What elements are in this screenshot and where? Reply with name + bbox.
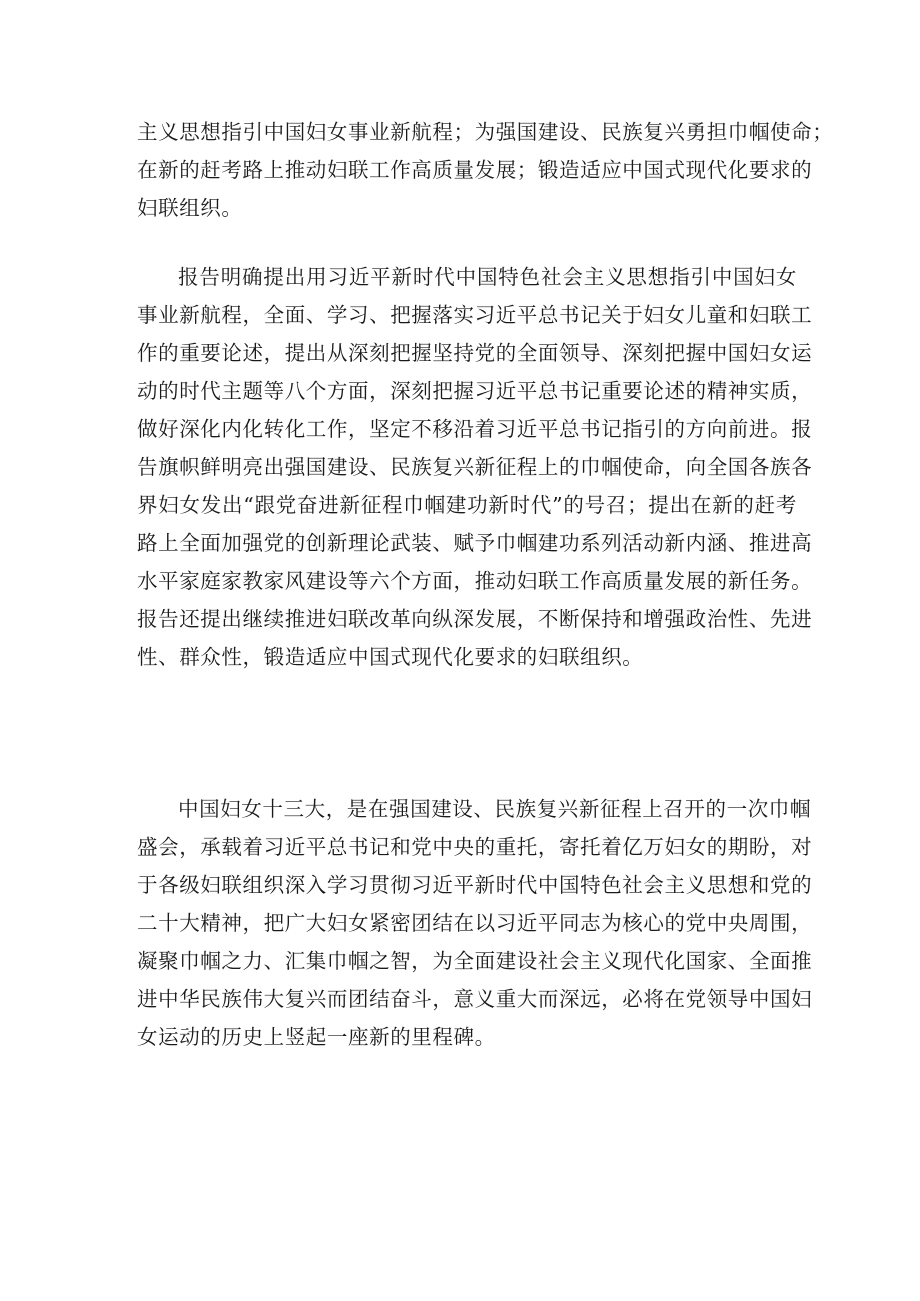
- paragraph-1: [137, 113, 834, 227]
- paragraph-line: 凝聚巾帼之力、汇集巾帼之智，为全面建设社会主义现代化国家、全面推: [137, 949, 813, 973]
- paragraph-3: [137, 790, 813, 1056]
- paragraph-line: 水平家庭家教家风建设等六个方面，推动妇联工作高质量发展的新任务。: [137, 569, 813, 593]
- paragraph-line: 动的时代主题等八个方面，深刻把握习近平总书记重要论述的精神实质，: [137, 379, 813, 403]
- paragraph-line: 事业新航程，全面、学习、把握落实习近平总书记关于妇女儿童和妇联工: [137, 303, 813, 327]
- paragraph-line: 告旗帜鲜明亮出强国建设、民族复兴新征程上的巾帼使命，向全国各族各: [137, 455, 813, 479]
- paragraph-line: 界妇女发出“跟党奋进新征程巾帼建功新时代”的号召；提出在新的赶考: [137, 493, 797, 517]
- paragraph-line: 报告明确提出用习近平新时代中国特色社会主义思想指引中国妇女: [178, 265, 797, 289]
- paragraph-line: 性、群众性，锻造适应中国式现代化要求的妇联组织。: [137, 645, 644, 669]
- paragraph-line: 中国妇女十三大，是在强国建设、民族复兴新征程上召开的一次巾帼: [178, 797, 811, 821]
- paragraph-line: 路上全面加强党的创新理论武装、赋予巾帼建功系列活动新内涵、推进高: [137, 531, 813, 555]
- paragraph-line: 女运动的历史上竖起一座新的里程碑。: [137, 1025, 496, 1049]
- paragraph-line: 妇联组织。: [137, 196, 243, 220]
- paragraph-line: 做好深化内化转化工作，坚定不移沿着习近平总书记指引的方向前进。报: [137, 417, 813, 441]
- paragraph-line: 二十大精神，把广大妇女紧密团结在以习近平同志为核心的党中央周围，: [137, 911, 813, 935]
- paragraph-line: 主义思想指引中国妇女事业新航程；为强国建设、民族复兴勇担巾帼使命；: [137, 120, 834, 144]
- paragraph-line: 报告还提出继续推进妇联改革向纵深发展，不断保持和增强政治性、先进: [137, 607, 813, 631]
- paragraph-line: 盛会，承载着习近平总书记和党中央的重托，寄托着亿万妇女的期盼，对: [137, 835, 813, 859]
- paragraph-line: 作的重要论述，提出从深刻把握坚持党的全面领导、深刻把握中国妇女运: [137, 341, 813, 365]
- paragraph-line: 在新的赶考路上推动妇联工作高质量发展；锻造适应中国式现代化要求的: [137, 158, 813, 182]
- paragraph-line: 进中华民族伟大复兴而团结奋斗，意义重大而深远，必将在党领导中国妇: [137, 987, 813, 1011]
- paragraph-line: 于各级妇联组织深入学习贯彻习近平新时代中国特色社会主义思想和党的: [137, 873, 813, 897]
- paragraph-2: [137, 258, 813, 676]
